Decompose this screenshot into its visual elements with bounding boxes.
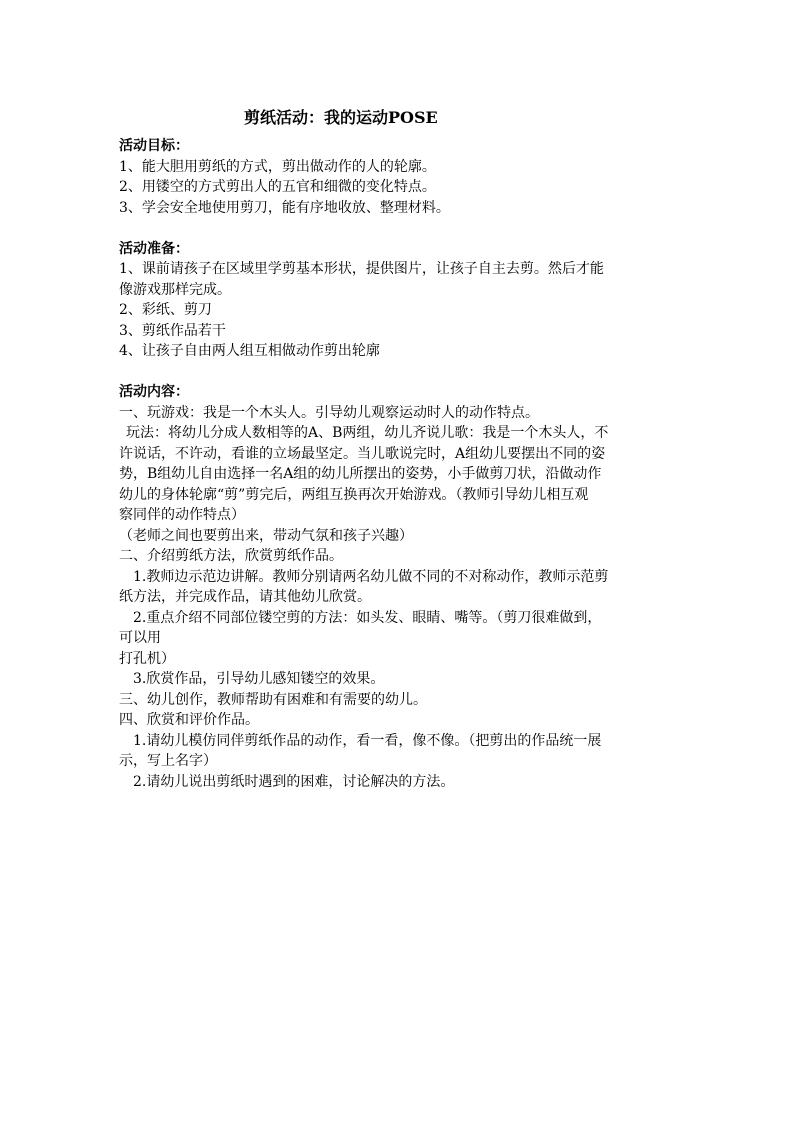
content-step-1: 一、玩游戏：我是一个木头人。引导幼儿观察运动时人的动作特点。 — [119, 404, 539, 421]
content-paragraph-line: 1.请幼儿模仿同伴剪纸作品的动作，看一看，像不像。（把剪出的作品统一展 — [133, 732, 602, 749]
content-paragraph-line: 纸方法，并完成作品，请其他幼儿欣赏。 — [119, 589, 371, 605]
content-paragraph-line: 许说话，不许动，看谁的立场最坚定。当儿歌说完时，A组幼儿要摆出不同的姿 — [119, 445, 606, 462]
content-paragraph-line: 2.重点介绍不同部位镂空剪的方法：如头发、眼睛、嘴等。（剪刀很难做到， — [133, 609, 602, 626]
content-paragraph-line: 2.请幼儿说出剪纸时遇到的困难，讨论解决的方法。 — [133, 773, 455, 790]
goal-item-3: 3、学会安全地使用剪刀，能有序地收放、整理材料。 — [119, 199, 450, 216]
prep-item-3: 3、剪纸作品若干 — [119, 322, 226, 339]
content-step-4: 四、欣赏和评价作品。 — [119, 712, 259, 728]
content-step-2: 二、介绍剪纸方法，欣赏剪纸作品。 — [119, 548, 343, 564]
goals-heading: 活动目标： — [119, 138, 189, 154]
content-paragraph-line: 1.教师边示范边讲解。教师分别请两名幼儿做不同的不对称动作，教师示范剪 — [133, 568, 609, 585]
content-paragraph-line: 玩法：将幼儿分成人数相等的A、B两组，幼儿齐说儿歌：我是一个木头人，不 — [126, 425, 609, 441]
content-paragraph-line: 打孔机） — [119, 650, 175, 667]
section-spacer — [119, 218, 689, 239]
content-paragraph-line: （老师之间也要剪出来，带动气氛和孩子兴趣） — [119, 527, 413, 544]
content-paragraph-line: 察同伴的动作特点） — [119, 507, 245, 523]
content-heading: 活动内容： — [119, 384, 189, 400]
content-paragraph-line: 示，写上名字） — [119, 753, 217, 769]
content-step-3: 三、幼儿创作，教师帮助有困难和有需要的幼儿。 — [119, 691, 427, 708]
section-spacer — [119, 362, 689, 383]
content-paragraph-line: 可以用 — [119, 630, 161, 646]
prep-heading: 活动准备： — [119, 240, 189, 257]
content-paragraph-line: 3.欣赏作品，引导幼儿感知镂空的效果。 — [133, 671, 385, 687]
prep-item-4: 4、让孩子自由两人组互相做动作剪出轮廓 — [119, 343, 380, 359]
content-paragraph-line: 势，B组幼儿自由选择一名A组的幼儿所摆出的姿势，小手做剪刀状，沿做动作 — [119, 466, 602, 482]
content-paragraph-line: 幼儿的身体轮廓“剪”剪完后，两组互换再次开始游戏。（教师引导幼儿相互观 — [119, 486, 589, 503]
prep-item-2: 2、彩纸、剪刀 — [119, 302, 212, 318]
prep-item-1: 1、课前请孩子在区域里学剪基本形状，提供图片，让孩子自主去剪。然后才能 — [119, 261, 604, 277]
goal-item-1: 1、能大胆用剪纸的方式，剪出做动作的人的轮廓。 — [119, 158, 436, 175]
prep-item-1-cont: 像游戏那样完成。 — [119, 281, 231, 298]
page-title: 剪纸活动：我的运动POSE — [244, 108, 438, 127]
goal-item-2: 2、用镂空的方式剪出人的五官和细微的变化特点。 — [119, 179, 436, 195]
document-body — [119, 108, 689, 792]
